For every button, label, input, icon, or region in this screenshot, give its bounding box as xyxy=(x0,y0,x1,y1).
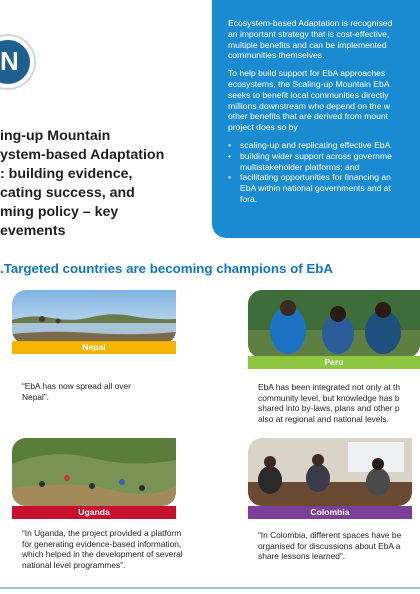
quote-line: Nepal”. xyxy=(22,391,49,402)
text-line: project does so by xyxy=(228,122,298,133)
info-box xyxy=(212,0,420,238)
title-line: evements xyxy=(0,223,66,239)
text-line: To help build support for EbA approaches xyxy=(228,68,386,79)
document-title xyxy=(0,127,205,241)
title-line: : building evidence, xyxy=(0,166,133,182)
text-line: • building wider support across governme xyxy=(240,150,392,161)
quote-line: organised for discussions about EbA a xyxy=(258,540,401,551)
text-line: Ecosystem-based Adaptation is recognised xyxy=(228,18,393,28)
uganda-caption: Uganda xyxy=(12,506,176,519)
quote-line: for generating evidence-based information, xyxy=(22,538,182,549)
peru-caption: Peru xyxy=(248,356,420,369)
quote-line: “In Colombia, different spaces have be xyxy=(258,530,402,540)
text-line: multistakeholder platforms; and xyxy=(240,161,360,172)
text-line: communities themselves. xyxy=(228,50,325,61)
quote-line: community level, but knowledge has b xyxy=(258,392,400,403)
text-line: multiple benefits and can be implemented xyxy=(228,39,387,50)
section-heading: .Targeted countries are becoming champions of EbA xyxy=(0,261,333,276)
quote-line: shared into by-laws, plans and other p xyxy=(258,403,400,413)
bullet-item xyxy=(228,151,420,173)
text-line: an important strategy that is cost-effective, xyxy=(228,28,390,39)
text-line: EbA within national governments and at xyxy=(240,183,391,194)
colombia-quote xyxy=(258,530,401,562)
text-line: • scaling-up and replicating effective EbA xyxy=(240,139,391,150)
nepal-caption: Nepal xyxy=(12,341,176,354)
text-line: ecosystems, the Scaling-up Mountain EbA xyxy=(228,78,390,89)
text-line: fora. xyxy=(240,193,258,204)
colombia-caption: Colombia xyxy=(248,506,412,519)
nepal-photo xyxy=(12,290,176,344)
title-line: ming policy – key xyxy=(0,204,119,220)
peru-quote xyxy=(258,382,400,424)
title-line: cating success, and xyxy=(0,185,135,201)
approach-paragraph xyxy=(228,68,420,133)
logo-letter: N xyxy=(0,46,19,76)
quote-line: “EbA has now spread all over xyxy=(22,381,131,391)
peru-photo xyxy=(248,290,420,358)
text-line: seeks to benefit local communities directly xyxy=(228,89,389,100)
quote-line: share lessons learned”. xyxy=(258,551,346,561)
bullet-item xyxy=(228,140,420,151)
uganda-photo xyxy=(12,438,176,506)
quote-line: EbA has been integrated not only at th xyxy=(258,382,401,392)
bullet-item xyxy=(228,172,420,204)
uganda-quote xyxy=(22,528,183,570)
nepal-quote xyxy=(22,381,131,402)
quote-line: also at regional and national levels. xyxy=(258,413,389,424)
quote-line: which helped in the development of several xyxy=(22,549,183,559)
quote-line: “In Uganda, the project provided a platform xyxy=(22,528,182,538)
approach-bullets xyxy=(228,140,420,205)
title-line: ystem-based Adaptation xyxy=(0,147,165,163)
text-line: millions downstream who depend on the w xyxy=(228,100,390,111)
quote-line: national level programmes”. xyxy=(22,559,126,570)
text-line: other benefits that are derived from mount xyxy=(228,111,389,122)
colombia-photo xyxy=(248,438,412,506)
title-line: ing-up Mountain xyxy=(0,128,111,144)
text-line: • facilitating opportunities for financing an xyxy=(240,172,391,183)
intro-paragraph xyxy=(228,18,420,61)
bottom-divider xyxy=(0,587,420,589)
